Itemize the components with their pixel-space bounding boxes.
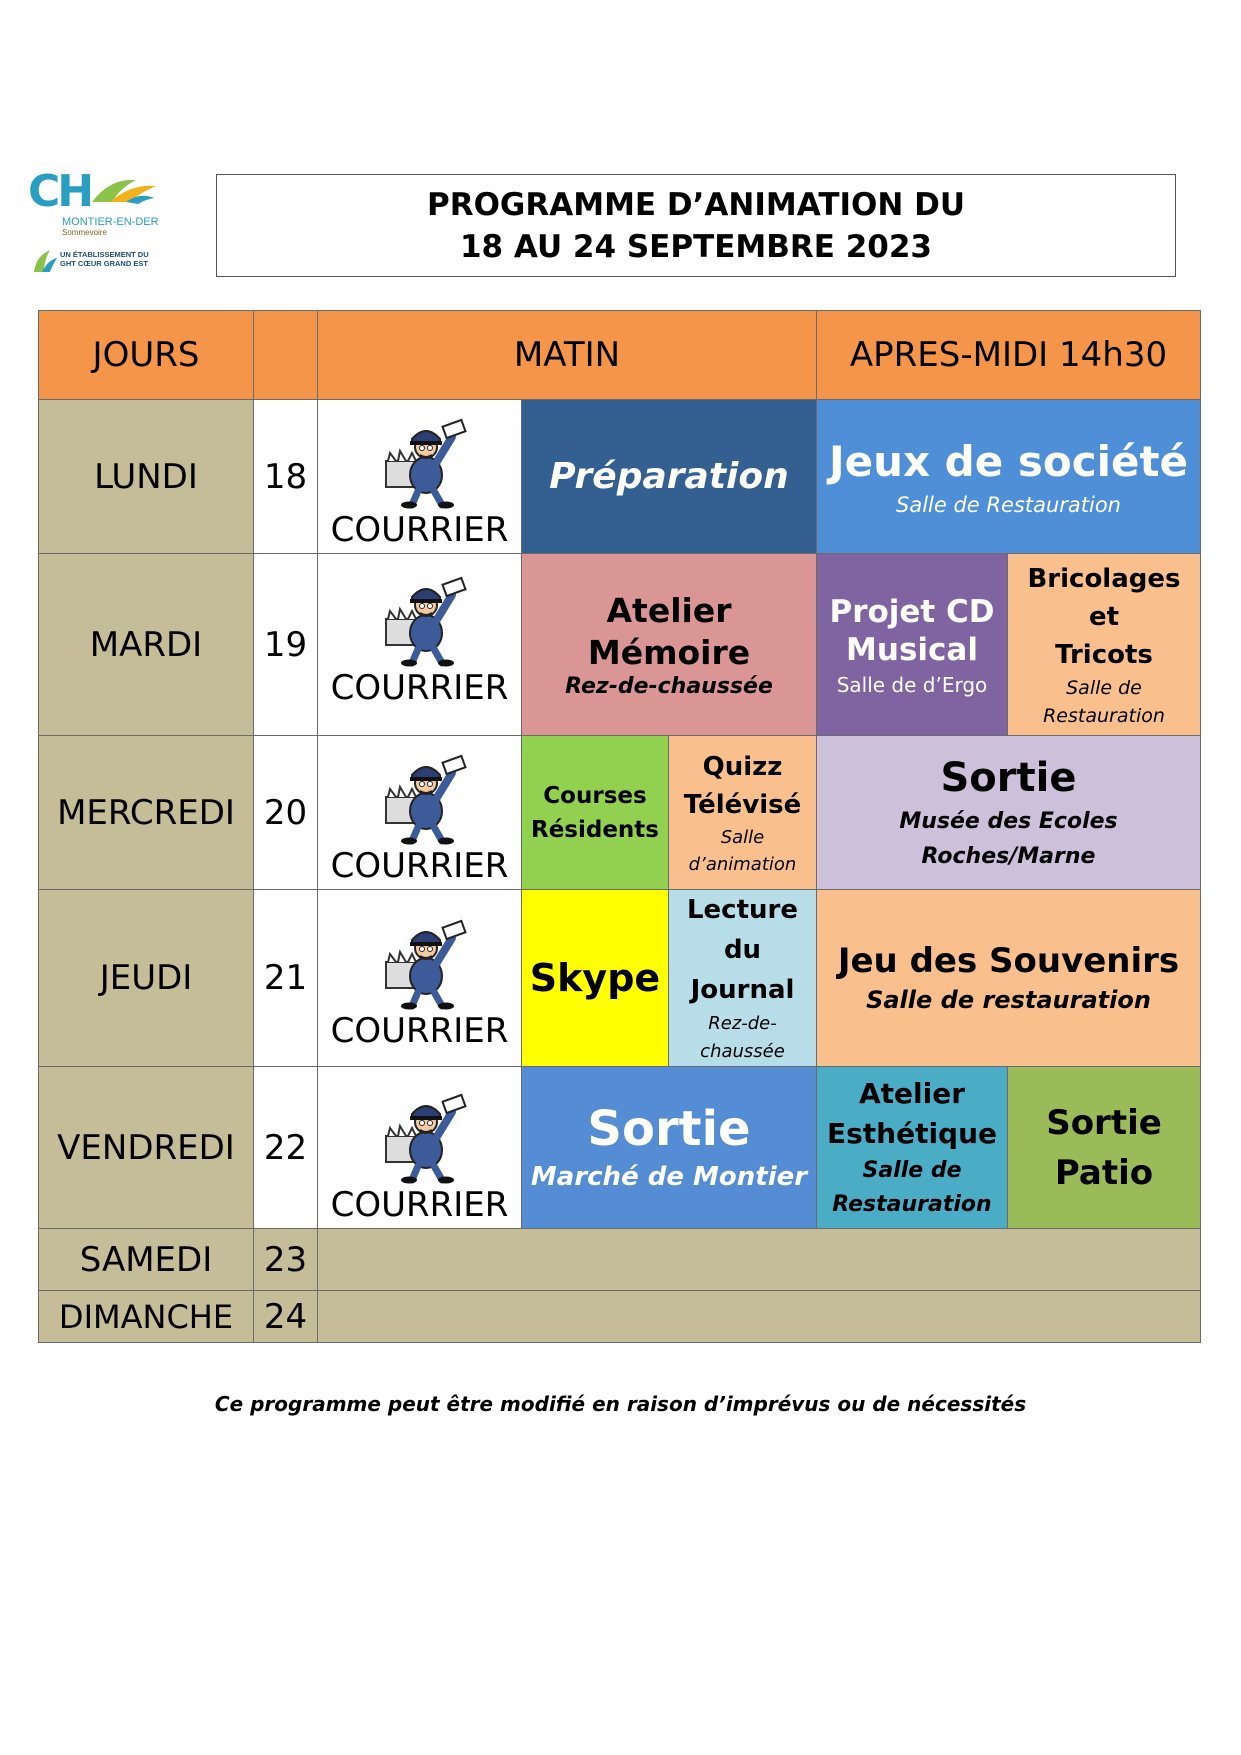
activity-title-line2: du bbox=[723, 935, 762, 965]
weekend-sunday-empty bbox=[317, 1290, 1201, 1343]
activity-title: Sortie bbox=[940, 754, 1077, 801]
activity-place-line1: Musée des Ecoles bbox=[899, 808, 1118, 834]
activity-sortie-patio bbox=[1007, 1066, 1201, 1229]
activity-title-line3: Journal bbox=[690, 975, 795, 1005]
mailman-icon bbox=[372, 753, 468, 845]
activity-place-line2: Restauration bbox=[832, 1191, 992, 1217]
title-line2: 18 AU 24 SEPTEMBRE 2023 bbox=[459, 228, 932, 265]
day-monday: LUNDI bbox=[38, 399, 254, 554]
logo-subtitle: Sommevoire bbox=[62, 228, 107, 237]
mailman-icon bbox=[372, 575, 468, 667]
footnote: Ce programme peut être modifié en raison d’imprévus ou de nécessités bbox=[214, 1392, 1027, 1416]
day-thursday: JEUDI bbox=[38, 889, 254, 1067]
activity-title-line2: et bbox=[1088, 601, 1120, 632]
date-friday: 22 bbox=[253, 1066, 318, 1229]
logo-leaf-icon bbox=[90, 176, 160, 206]
mailman-icon bbox=[372, 918, 468, 1010]
date-thursday: 21 bbox=[253, 889, 318, 1067]
activity-place: Salle de restauration bbox=[866, 986, 1151, 1014]
activity-skype bbox=[521, 889, 669, 1067]
date-sunday: 24 bbox=[253, 1290, 318, 1343]
activity-title: Jeux de société bbox=[828, 436, 1189, 486]
activity-lecture bbox=[668, 889, 817, 1067]
activity-place: Salle de Restauration bbox=[896, 492, 1121, 517]
mail-label: COURRIER bbox=[330, 510, 509, 550]
date-tuesday: 19 bbox=[253, 553, 318, 736]
mail-label: COURRIER bbox=[330, 1185, 509, 1225]
mail-thursday bbox=[317, 889, 522, 1067]
day-friday: VENDREDI bbox=[38, 1066, 254, 1229]
activity-title-line1: Lecture bbox=[686, 895, 798, 925]
header-morning: MATIN bbox=[317, 310, 817, 400]
logo-ght-line1: UN ÉTABLISSEMENT DU bbox=[60, 250, 149, 259]
activity-title-line3: Tricots bbox=[1055, 639, 1153, 670]
activity-title-line1: Atelier bbox=[858, 1076, 966, 1110]
activity-preparation bbox=[521, 399, 817, 554]
activity-sortie-musee bbox=[816, 735, 1201, 890]
activity-place: Salle de d’Ergo bbox=[836, 672, 988, 697]
header-afternoon: APRES-MIDI 14h30 bbox=[816, 310, 1201, 400]
mail-label: COURRIER bbox=[330, 846, 509, 886]
date-monday: 18 bbox=[253, 399, 318, 554]
activity-projet-cd bbox=[816, 553, 1008, 736]
day-wednesday: MERCREDI bbox=[38, 735, 254, 890]
activity-title: Sortie bbox=[587, 1100, 751, 1157]
activity-place: Rez-de-chaussée bbox=[565, 674, 773, 699]
activity-title-line2: Patio bbox=[1054, 1152, 1154, 1193]
date-saturday: 23 bbox=[253, 1228, 318, 1291]
activity-jeux-societe bbox=[816, 399, 1201, 554]
activity-jeu-souvenirs bbox=[816, 889, 1201, 1067]
activity-title: Atelier Mémoire bbox=[587, 591, 751, 672]
activity-quizz bbox=[668, 735, 817, 890]
activity-place-line2: Roches/Marne bbox=[921, 843, 1096, 869]
header-num bbox=[253, 310, 318, 400]
date-wednesday: 20 bbox=[253, 735, 318, 890]
logo-initials bbox=[28, 166, 92, 217]
activity-title-line1: Quizz bbox=[702, 751, 783, 782]
logo-initial-h: H bbox=[57, 166, 92, 217]
activity-bricolages bbox=[1007, 553, 1201, 736]
mail-tuesday bbox=[317, 553, 522, 736]
logo-initial-c: C bbox=[28, 166, 58, 217]
activity-title-line2: Résidents bbox=[530, 816, 659, 843]
hospital-logo bbox=[28, 166, 178, 280]
activity-place-line1: Salle de bbox=[1066, 676, 1142, 699]
mail-monday bbox=[317, 399, 522, 554]
activity-title-line1: Sortie bbox=[1046, 1102, 1162, 1143]
day-saturday: SAMEDI bbox=[38, 1228, 254, 1291]
mail-label: COURRIER bbox=[330, 668, 509, 708]
activity-place-line2: d’animation bbox=[688, 853, 797, 875]
activity-title: Jeu des Souvenirs bbox=[837, 941, 1180, 981]
activity-sortie-marche bbox=[521, 1066, 817, 1229]
activity-place: Marché de Montier bbox=[530, 1161, 808, 1192]
activity-title: Skype bbox=[529, 956, 661, 1000]
mail-label: COURRIER bbox=[330, 1011, 509, 1051]
activity-place-line2: chaussée bbox=[700, 1041, 785, 1062]
activity-place-line1: Salle bbox=[720, 826, 765, 848]
mailman-icon bbox=[372, 1092, 468, 1184]
logo-ght-line2: GHT CŒUR GRAND EST bbox=[60, 259, 148, 269]
mail-wednesday bbox=[317, 735, 522, 890]
activity-title-line1: Bricolages bbox=[1027, 563, 1181, 594]
activity-title-line2: Télévisé bbox=[683, 789, 802, 820]
activity-atelier-esthetique bbox=[816, 1066, 1008, 1229]
day-tuesday: MARDI bbox=[38, 553, 254, 736]
title-line1: PROGRAMME D’ANIMATION DU bbox=[426, 186, 965, 223]
activity-place-line2: Restauration bbox=[1043, 704, 1165, 727]
activity-place-line1: Salle de bbox=[862, 1157, 962, 1183]
weekend-saturday-empty bbox=[317, 1228, 1201, 1291]
activity-title-line2: Musical bbox=[846, 631, 978, 668]
logo-town: MONTIER-EN-DER bbox=[62, 216, 159, 228]
activity-courses bbox=[521, 735, 669, 890]
header-days: JOURS bbox=[38, 310, 254, 400]
activity-title-line2: Esthétique bbox=[826, 1116, 998, 1150]
activity-place-line1: Rez-de- bbox=[708, 1013, 777, 1034]
mailman-icon bbox=[372, 417, 468, 509]
activity-atelier-memoire bbox=[521, 553, 817, 736]
logo-ght-text bbox=[60, 250, 149, 269]
mail-friday bbox=[317, 1066, 522, 1229]
page-title bbox=[216, 174, 1176, 277]
ght-leaf-icon bbox=[32, 248, 58, 274]
activity-title: Préparation bbox=[549, 456, 789, 497]
day-sunday: DIMANCHE bbox=[38, 1290, 254, 1343]
activity-title-line1: Projet CD bbox=[829, 593, 995, 630]
activity-title-line1: Courses bbox=[543, 782, 647, 809]
